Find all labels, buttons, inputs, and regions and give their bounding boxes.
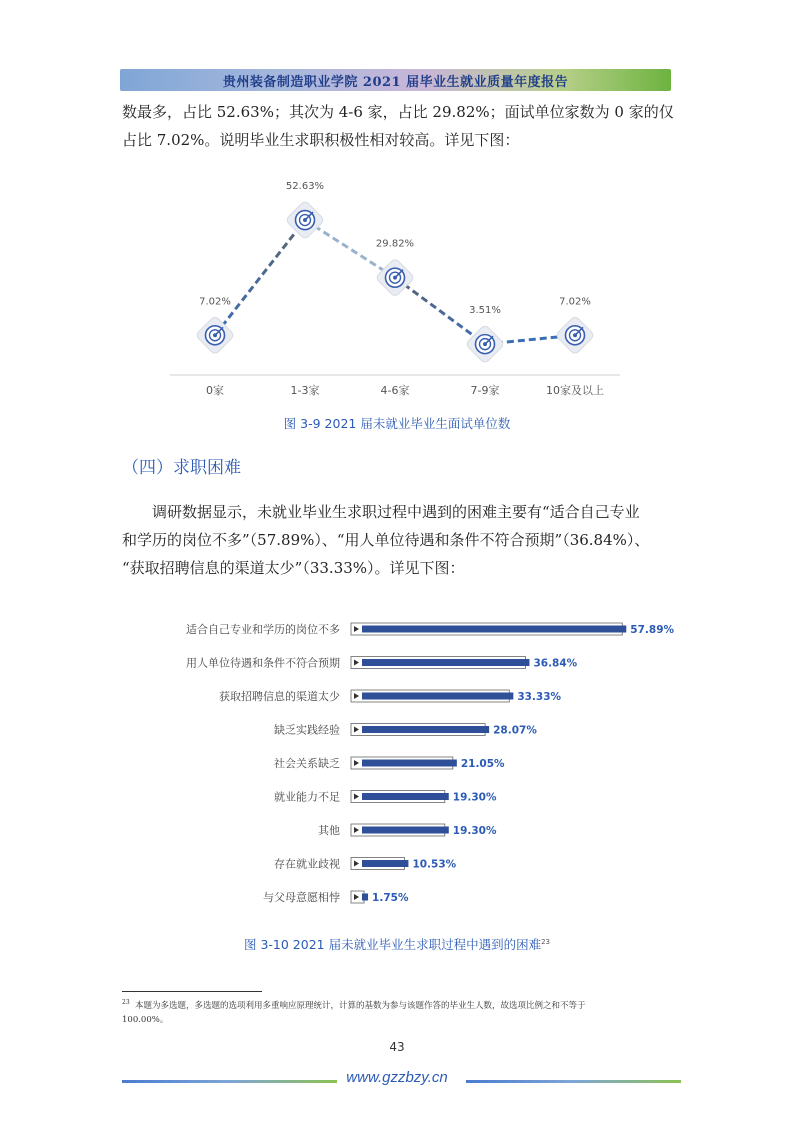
interview-count-line-chart	[170, 155, 620, 405]
bar-row	[274, 756, 505, 770]
paragraph-interview-count	[122, 98, 674, 154]
x-tick-label: 0家	[206, 384, 224, 397]
value-label: 19.30%	[452, 825, 497, 837]
category-label: 存在就业歧视	[274, 857, 340, 871]
figure-caption-3-10	[0, 935, 794, 953]
job-difficulty-bar-chart	[120, 610, 680, 910]
category-label: 获取招聘信息的渠道太少	[219, 690, 340, 703]
x-tick-label: 4-6家	[380, 384, 410, 397]
footer-url[interactable]: www.gzzbzy.cn	[346, 1069, 448, 1086]
footnote-text: 100.00%。	[122, 1014, 169, 1025]
x-tick-label: 10家及以上	[546, 384, 604, 397]
bar	[362, 659, 529, 666]
bar-row	[186, 656, 578, 670]
value-label: 36.84%	[533, 657, 578, 670]
bar-row	[274, 790, 497, 804]
category-label: 适合自己专业和学历的岗位不多	[186, 623, 340, 636]
data-label: 52.63%	[285, 181, 325, 193]
bar-row	[318, 823, 497, 837]
footnote-divider	[122, 991, 262, 992]
bar	[362, 726, 489, 733]
category-label: 社会关系缺乏	[274, 757, 340, 770]
footnote-number: 23	[122, 999, 130, 1006]
bar	[362, 760, 457, 767]
data-label: 7.02%	[199, 296, 231, 308]
figure-caption-text: 图 3-10 2021 届未就业毕业生求职过程中遇到的困难	[243, 937, 542, 952]
data-label: 7.02%	[559, 296, 591, 308]
bar	[362, 626, 626, 633]
data-point-marker	[195, 315, 235, 355]
value-label: 21.05%	[460, 758, 505, 770]
value-label: 19.30%	[452, 791, 497, 804]
x-tick-label: 7-9家	[470, 384, 500, 397]
bar-row	[274, 723, 537, 737]
category-label: 缺乏实践经验	[274, 723, 340, 737]
page-number: 43	[389, 1040, 405, 1054]
footnote-text: 本题为多选题，多选题的选项利用多重响应原理统计，计算的基数为参与该题作答的毕业生人数，故选项比例之和不等于	[135, 1000, 586, 1011]
paragraph-line: 调研数据显示，未就业毕业生求职过程中遇到的困难主要有“适合自己专业	[152, 503, 640, 521]
section-title: （四）求职困难	[122, 458, 241, 478]
paragraph-line: 占比 7.02%。说明毕业生求职积极性相对较高。详见下图：	[122, 131, 520, 149]
category-label: 就业能力不足	[274, 790, 340, 804]
data-point-marker	[285, 200, 325, 240]
value-label: 10.53%	[412, 858, 457, 871]
bar	[362, 894, 368, 901]
line-segment	[215, 220, 305, 335]
bar-row	[219, 689, 562, 703]
x-tick-label: 1-3家	[290, 384, 320, 397]
value-label: 57.89%	[630, 624, 675, 636]
bar	[362, 827, 449, 834]
bar	[362, 793, 449, 800]
figure-caption-3-9: 图 3-9 2021 届未就业毕业生面试单位数	[283, 416, 511, 431]
data-point-marker	[375, 258, 415, 298]
footnote	[122, 996, 674, 1027]
value-label: 28.07%	[493, 724, 537, 737]
footnote-ref[interactable]: 23	[541, 937, 551, 946]
value-label: 33.33%	[517, 691, 562, 703]
data-point-marker	[555, 315, 595, 355]
category-label: 其他	[318, 824, 340, 837]
bar-row	[263, 890, 409, 904]
paragraph-line: 和学历的岗位不多”（57.89%）、“用人单位待遇和条件不符合预期”（36.84%）、	[122, 531, 650, 549]
data-label: 29.82%	[375, 238, 415, 250]
header-title: 贵州装备制造职业学院 2021 届毕业生就业质量年度报告	[222, 75, 569, 90]
value-label: 1.75%	[372, 892, 409, 904]
bar-row	[274, 857, 457, 871]
paragraph-line: “获取招聘信息的渠道太少”（33.33%）。详见下图：	[122, 559, 465, 577]
bar	[362, 693, 513, 700]
bar	[362, 860, 408, 867]
category-label: 用人单位待遇和条件不符合预期	[186, 656, 340, 670]
bar-row	[186, 622, 675, 636]
data-label: 3.51%	[469, 305, 501, 317]
paragraph-job-difficulties	[122, 498, 674, 582]
data-point-marker	[465, 324, 505, 364]
category-label: 与父母意愿相悖	[263, 891, 340, 904]
footer-line-right	[466, 1080, 681, 1083]
paragraph-line: 数最多，占比 52.63%；其次为 4-6 家，占比 29.82%；面试单位家数为 0 家的仅	[122, 103, 674, 121]
